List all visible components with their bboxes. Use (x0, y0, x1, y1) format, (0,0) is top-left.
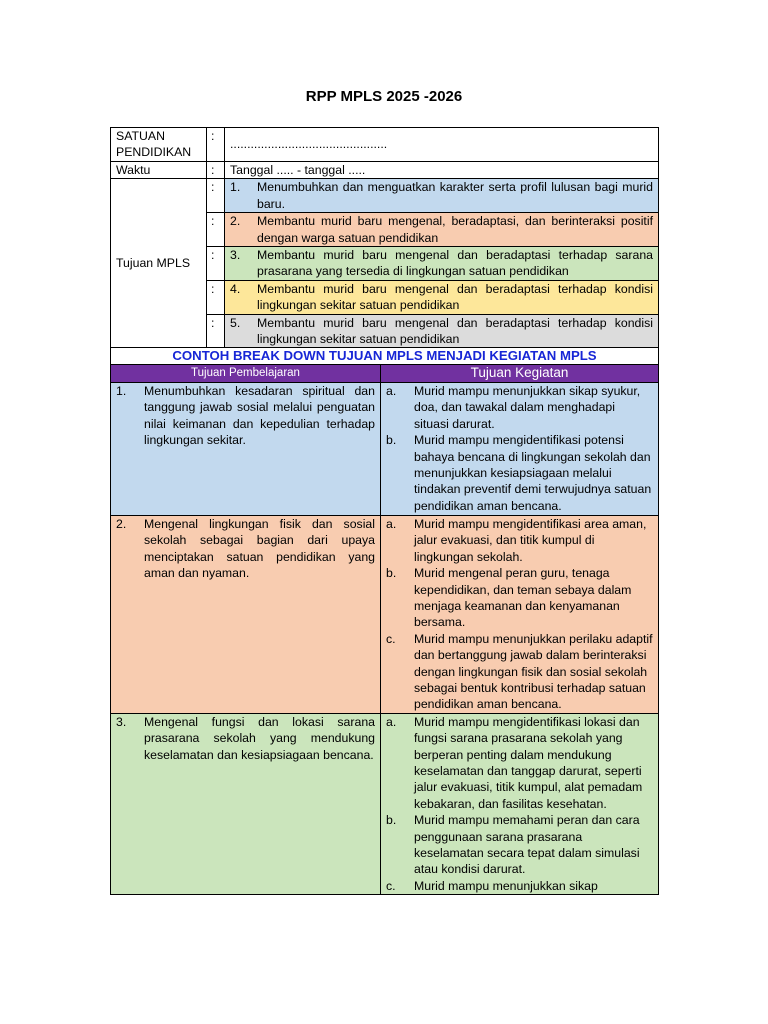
activity-item: b. Murid mampu memahami peran dan cara penggunaan sarana prasarana keselamatan secara tepat dalam simulasi atau kondisi darurat. (386, 813, 640, 877)
rpp-document (110, 127, 659, 895)
colon: : (207, 314, 225, 348)
waktu-label: Waktu (111, 162, 207, 179)
waktu-value: Tanggal ..... - tanggal ..... (225, 162, 659, 179)
satuan-label: SATUAN PENDIDIKAN (111, 128, 207, 162)
tujuan-item (225, 280, 659, 314)
objective-num: 3. (116, 714, 127, 729)
tujuan-num: 4. (230, 281, 241, 296)
objective-cell (111, 515, 381, 713)
tujuan-text: Membantu murid baru mengenal, beradaptasi, dan berinteraksi positif dengan warga satuan pendidikan (257, 214, 653, 245)
breakdown-row (111, 382, 659, 515)
objective-cell (111, 713, 381, 894)
colon: : (207, 179, 225, 213)
tujuan-num: 5. (230, 315, 241, 330)
row-tujuan-1 (111, 179, 659, 213)
activity-item: b. Murid mengenal peran guru, tenaga kependidikan, dan teman sebaya dalam menjaga keamanan dan kenyamanan bersama. (386, 566, 632, 630)
activities-cell (381, 515, 659, 713)
objective-text: Menumbuhkan kesadaran spiritual dan tanggung jawab sosial melalui penguatan nilai keimanan dan kepedulian terhadap lingkungan sekitar. (144, 383, 375, 448)
breakdown-heading-row (111, 348, 659, 365)
tujuan-num: 3. (230, 248, 241, 263)
tujuan-num: 1. (230, 180, 241, 195)
activity-item: a. Murid mampu menunjukkan sikap syukur, doa, dan tawakal dalam menghadapi situasi darurat. (386, 383, 641, 431)
breakdown-table (110, 347, 659, 895)
objective-text: Mengenal lingkungan fisik dan sosial sekolah sebagai bagian dari upaya menciptakan satuan pendidikan yang aman dan nyaman. (144, 516, 375, 581)
activity-item: a. Murid mampu mengidentifikasi area aman, jalur evakuasi, dan titik kumpul di lingkungan sekolah. (386, 516, 647, 564)
tujuan-text: Menumbuhkan dan menguatkan karakter serta profil lulusan bagi murid baru. (257, 180, 653, 211)
page-title: RPP MPLS 2025 -2026 (305, 88, 463, 105)
tujuan-text: Membantu murid baru mengenal dan beradaptasi terhadap kondisi lingkungan sekitar satuan pendidikan (257, 315, 653, 347)
colon: : (207, 213, 225, 247)
col-header-tujuan-pembelajaran: Tujuan Pembelajaran (111, 365, 381, 382)
tujuan-num: 2. (230, 214, 241, 229)
activity-item: a. Murid mampu mengidentifikasi lokasi dan fungsi sarana prasarana sekolah yang berperan penting dalam mendukung keselamatan dan tanggap darurat, seperti jalur evakuasi, titik kumpul, alat pemadam kebakaran, dan fasilitas kesehatan. (386, 714, 643, 811)
tujuan-item (225, 179, 659, 213)
objective-num: 1. (116, 383, 127, 398)
header-table (110, 127, 659, 348)
tujuan-item (225, 314, 659, 348)
satuan-value: .............................................. (225, 128, 659, 162)
tujuan-text: Membantu murid baru mengenal dan beradaptasi terhadap sarana prasarana yang tersedia di lingkungan satuan pendidikan (257, 248, 653, 279)
colon: : (207, 247, 225, 281)
objective-text: Mengenal fungsi dan lokasi sarana prasarana sekolah yang mendukung keselamatan dan kesiapsiagaan bencana. (144, 714, 375, 762)
activity-item: b. Murid mampu mengidentifikasi potensi bahaya bencana di lingkungan sekolah dan menunjukkan kesiapsiagaan melalui tindakan preventif demi terwujudnya satuan pendidikan aman bencana. (386, 433, 652, 513)
breakdown-heading: CONTOH BREAK DOWN TUJUAN MPLS MENJADI KEGIATAN MPLS (111, 348, 659, 365)
objective-num: 2. (116, 516, 127, 531)
objective-cell (111, 382, 381, 515)
row-satuan (111, 128, 659, 162)
colon: : (207, 162, 225, 179)
activities-cell (381, 713, 659, 894)
breakdown-row (111, 713, 659, 894)
colon: : (207, 128, 225, 162)
tujuan-mpls-label: Tujuan MPLS (111, 179, 207, 348)
breakdown-header-row (111, 365, 659, 382)
colon: : (207, 280, 225, 314)
tujuan-item (225, 247, 659, 281)
tujuan-text: Membantu murid baru mengenal dan beradaptasi terhadap kondisi lingkungan sekitar satuan pendidikan (257, 281, 653, 313)
breakdown-row (111, 515, 659, 713)
tujuan-item (225, 213, 659, 247)
row-waktu (111, 162, 659, 179)
activity-item: c. Murid mampu menunjukkan perilaku adaptif dan bertanggung jawab dalam berinteraksi dengan lingkungan fisik dan sosial sekolah sebagai bentuk kontribusi terhadap satuan pendidikan aman bencana. (386, 631, 653, 712)
col-header-tujuan-kegiatan: Tujuan Kegiatan (381, 365, 659, 382)
activities-cell (381, 382, 659, 515)
activity-item: c. Murid mampu menunjukkan sikap (386, 878, 598, 893)
